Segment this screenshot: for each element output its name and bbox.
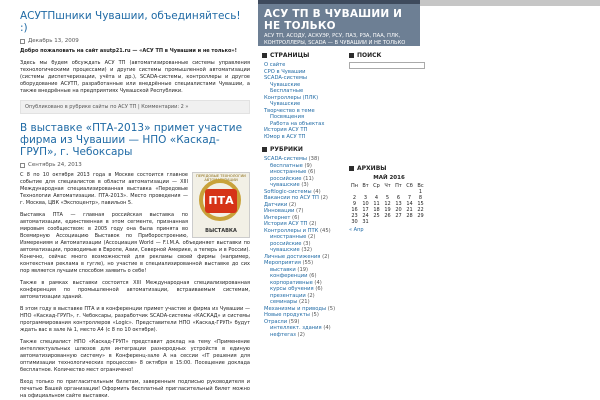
rubric-link[interactable]: российские bbox=[270, 175, 302, 182]
pages-link[interactable]: О сайте bbox=[264, 62, 286, 68]
rubric-count: (5) bbox=[309, 312, 319, 318]
sidebar-left bbox=[262, 52, 346, 338]
rubric-link[interactable]: SCADA-системы bbox=[264, 156, 307, 162]
calendar-day: 5 bbox=[385, 195, 390, 201]
calendar-day: 26 bbox=[384, 213, 391, 219]
pta-logo-image[interactable] bbox=[192, 172, 250, 238]
calendar-day: 25 bbox=[373, 213, 380, 219]
rubric-count: (5) bbox=[326, 305, 336, 312]
post-paragraph: Вход только по пригласительным билетам, заверенным подписью руководителя и печатью Вашей организации! Оформить бесплатный пригласительный билет можно на официальном сайте выставки. bbox=[20, 379, 250, 399]
pages-link[interactable]: Чувашские bbox=[270, 81, 301, 88]
calendar-day: 14 bbox=[406, 201, 413, 207]
pages-list bbox=[262, 62, 346, 140]
rubric-count: (2) bbox=[295, 331, 305, 338]
post-paragraph: В этом году в выставке ПТА и в конференции примет участие и фирма из Чувашии — НПО «Каскад-ГРУП», г. Чебоксары, разработчик SCADA-системы «КАСКАД» и системы программирования контроллеров «Logic». Представители НПО «Каскад-ГРУП» будут ждать вас в зале № 1, место А4 (с 8 по 10 октября). bbox=[20, 306, 250, 333]
rubric-count: (6) bbox=[290, 214, 300, 221]
calendar-day: 19 bbox=[384, 207, 391, 213]
calendar-table bbox=[349, 183, 426, 225]
calendar-day: 10 bbox=[362, 201, 369, 207]
calendar-day: 28 bbox=[406, 213, 413, 219]
calendar-day: 1 bbox=[418, 189, 423, 195]
calendar-day: 13 bbox=[395, 201, 402, 207]
archive-icon bbox=[349, 166, 354, 171]
rubric-count: (11) bbox=[301, 175, 314, 182]
rubric-count: (2) bbox=[318, 195, 328, 201]
calendar-week bbox=[349, 219, 426, 225]
calendar-day: 6 bbox=[396, 195, 401, 201]
search-input[interactable] bbox=[349, 62, 425, 69]
pages-title-text: СТРАНИЦЫ bbox=[270, 52, 310, 59]
pages-link[interactable]: SCADA-системы bbox=[264, 75, 307, 81]
pta-logo-arc-text: ПЕРЕДОВЫЕ ТЕХНОЛОГИИ АВТОМАТИЗАЦИИ bbox=[196, 174, 246, 182]
calendar-weekday: Пн bbox=[350, 183, 359, 189]
calendar-day: 9 bbox=[352, 201, 357, 207]
post-title[interactable] bbox=[20, 122, 250, 158]
rubric-link[interactable]: семинары bbox=[270, 299, 298, 305]
rubric-link[interactable]: конференции bbox=[270, 273, 308, 279]
rubrics-widget-title bbox=[262, 146, 346, 153]
rubric-count: (32) bbox=[299, 247, 312, 253]
calendar-weekday: Ср bbox=[373, 183, 380, 189]
rubric-count: (55) bbox=[300, 260, 314, 266]
rubric-count: (6) bbox=[307, 273, 317, 279]
pages-link[interactable]: Бесплатные bbox=[270, 88, 304, 94]
calendar-day: 30 bbox=[351, 219, 358, 225]
pages-link[interactable]: Контроллеры (ПЛК) bbox=[264, 94, 319, 101]
calendar-weekday: Вс bbox=[417, 183, 424, 189]
rubric-link[interactable]: Личные достижения bbox=[264, 253, 321, 260]
rubric-count: (59) bbox=[287, 318, 300, 325]
welcome-text: Добро пожаловать на сайт asutp21.ru — «АСУ ТП в Чувашии и не только»! bbox=[20, 48, 237, 54]
calendar-month: МАЙ 2016 bbox=[373, 175, 405, 181]
calendar-weekday: Чт bbox=[384, 183, 391, 189]
rubric-count: (4) bbox=[312, 279, 322, 286]
main-content bbox=[0, 0, 258, 400]
rubric-link[interactable]: Отрасли bbox=[264, 318, 288, 325]
calendar-day: 7 bbox=[407, 195, 412, 201]
calendar-day: 16 bbox=[351, 207, 358, 213]
post-title[interactable] bbox=[20, 10, 250, 34]
calendar-day: 29 bbox=[417, 213, 424, 219]
rubric-count: (2) bbox=[306, 234, 316, 240]
post-welcome bbox=[20, 48, 250, 55]
calendar-day: 21 bbox=[406, 207, 413, 213]
calendar-weekday: Вт bbox=[362, 183, 369, 189]
calendar-day: 22 bbox=[417, 207, 424, 213]
archive-widget-title bbox=[349, 165, 429, 172]
calendar-day: 11 bbox=[373, 201, 380, 207]
search-icon bbox=[349, 53, 354, 58]
rubric-link[interactable]: выставки bbox=[270, 266, 296, 273]
calendar-prev-link[interactable]: « Апр bbox=[349, 227, 364, 233]
rubric-link[interactable]: интеллект. здания bbox=[270, 325, 322, 331]
rubric-link[interactable]: Новые продукты bbox=[264, 312, 310, 318]
calendar-day: 23 bbox=[351, 213, 358, 219]
rubric-link[interactable]: иностранные bbox=[270, 234, 307, 240]
post-paragraph: Также специалист НПО «Каскад-ГРУП» представит доклад на тему «Применение интеллектуальных шлюзов для интеграции разнородных устройств в единую автоматизированную систему» в Конференц-зале А на сессии «IT решения для оптимизации технологических процессов» 8 октября в 15:00. Посещение доклада бесплатное. Количество мест ограничено! bbox=[20, 339, 250, 373]
site-title[interactable]: АСУ ТП В ЧУВАШИИ И НЕ ТОЛЬКО bbox=[264, 8, 403, 32]
calendar-day: 12 bbox=[384, 201, 391, 207]
calendar-day: 17 bbox=[362, 207, 369, 213]
rubric-count: (2) bbox=[287, 201, 297, 208]
calendar-icon bbox=[20, 163, 25, 168]
calendar-day: 4 bbox=[374, 195, 379, 201]
calendar-day: 8 bbox=[418, 195, 423, 201]
pages-link[interactable]: Работа на объектах bbox=[270, 120, 325, 127]
post-paragraph: Выставка ПТА — главная российская выставка по автоматизации, единственная в этом сегменте, признанная мировым сообществом: в 2005 году она была принята во Всемирную Ассоциацию Выставок по Приборостроению, Измерениям и Автоматизации (Ассоциация World — F.I.M.A. объединяет выставки по автоматизации, проводимые в Европе, Азии, Северной Америке, а теперь и в России). Конечно, сейчас много возможностей для рекламы своей фирмы (например, контекстная реклама в гугле), но участие в специализированной выставке до сих пор является лучшим способом заявить о себе! bbox=[20, 212, 250, 274]
calendar-day: 24 bbox=[362, 213, 369, 219]
rubric-count: (7) bbox=[294, 208, 304, 214]
rubric-count: (6) bbox=[313, 286, 323, 292]
rubric-count: (3) bbox=[301, 240, 311, 247]
rubric-count: (45) bbox=[318, 227, 331, 234]
rubric-link[interactable]: курсы обучения bbox=[270, 286, 314, 292]
calendar-day bbox=[382, 219, 393, 225]
post-1 bbox=[20, 10, 250, 114]
rubric-link[interactable]: Вакансии по АСУ ТП bbox=[264, 195, 319, 201]
post-title-link[interactable]: АСУТПшники Чувашии, объединяйтесь! :) bbox=[20, 10, 241, 34]
top-bar bbox=[420, 0, 600, 6]
rubric-link[interactable]: чувашские bbox=[270, 182, 300, 188]
rubric-count: (38) bbox=[306, 156, 320, 162]
calendar-day bbox=[404, 219, 415, 225]
pages-link[interactable]: Юмор в АСУ ТП bbox=[264, 133, 306, 140]
rubric-link[interactable]: иностранные bbox=[270, 169, 307, 175]
rubric-link[interactable]: Инновации bbox=[264, 208, 295, 214]
pages-link[interactable]: Творчество в теме bbox=[264, 107, 315, 114]
calendar-day: 3 bbox=[363, 195, 368, 201]
search-widget-title bbox=[349, 52, 429, 59]
post-date bbox=[20, 162, 250, 168]
calendar-weekday: Пт bbox=[395, 183, 402, 189]
post-body: Здесь мы будем обсуждать АСУ ТП (автоматизированные системы управления технологическими процессами) и другие системы промышленной автоматизации (системы диспетчеризации, учёта и др.), SCADA-системы, контроллеры и другое оборудование АСУТП, разработанные или внедрённые специалистами Чувашии, а также внедрённые на предприятиях Чувашской Республики. bbox=[20, 60, 250, 94]
archive-title-text: АРХИВЫ bbox=[357, 165, 387, 172]
rubric-count: (21) bbox=[297, 299, 310, 305]
pta-logo-caption: ВЫСТАВКА bbox=[205, 228, 237, 234]
rubric-count: (4) bbox=[311, 188, 321, 195]
pages-link[interactable]: Посвящения bbox=[270, 114, 305, 120]
site-header bbox=[258, 0, 420, 46]
pages-widget-title bbox=[262, 52, 346, 59]
post-paragraph: С 8 по 10 октября 2013 года в Москве состоится главное событие для специалистов в области автоматизации — XIII Международная специализированная выставка «Передовые Технологии Автоматизации. ПТА-2013». Место проведения — г. Москва, ЦВК «Экспоцентр», павильон 5. bbox=[20, 172, 188, 206]
pages-link[interactable]: История АСУ ТП bbox=[264, 127, 308, 133]
calendar-icon bbox=[20, 39, 25, 44]
rubric-link[interactable]: корпоративные bbox=[270, 279, 313, 286]
rubric-count: (2) bbox=[320, 253, 330, 260]
rubric-link[interactable]: Softlogic-системы bbox=[264, 188, 312, 195]
calendar-day: 20 bbox=[395, 207, 402, 213]
calendar-weekday: Сб bbox=[406, 183, 413, 189]
post-date-text: Сентябрь 24, 2013 bbox=[28, 162, 82, 168]
calendar-day bbox=[415, 219, 426, 225]
rubrics-title-text: РУБРИКИ bbox=[270, 146, 303, 153]
rubric-count: (2) bbox=[305, 292, 315, 299]
pages-link[interactable]: СРО в Чувашии bbox=[264, 68, 306, 75]
post-meta[interactable]: Опубликовано в рубрике сайты по АСУ ТП | Комментарии: 2 » bbox=[20, 100, 250, 114]
calendar-day: 15 bbox=[417, 201, 424, 207]
rubric-link[interactable]: Контроллеры и ПТК bbox=[264, 227, 319, 234]
pta-logo-text: ПТА bbox=[205, 189, 237, 213]
rubric-list-item[interactable] bbox=[262, 332, 346, 339]
post-date bbox=[20, 38, 250, 44]
rubric-link[interactable]: презентации bbox=[270, 292, 306, 299]
rubrics-icon bbox=[262, 147, 267, 152]
post-date-text: Декабрь 13, 2009 bbox=[28, 38, 79, 44]
calendar-day: 2 bbox=[352, 195, 357, 201]
rubric-count: (19) bbox=[295, 266, 309, 273]
calendar-day: 27 bbox=[395, 213, 402, 219]
site-description: АСУ ТП, АСОДУ, АСКУЭР, РСУ, ПАЗ, РЗА, ПАА, ПЛК, КОНТРОЛЛЕРЫ, SCADA — В ЧУВАШИИ И НЕ ТОЛЬКО bbox=[264, 33, 406, 46]
post-paragraph: Также в рамках выставки состоится XIII Международная специализированная конференция по промышленной автоматизации, встраиваемым системам, автоматизации зданий. bbox=[20, 280, 250, 300]
rubric-link[interactable]: чувашские bbox=[270, 247, 300, 253]
rubric-link[interactable]: Мероприятия bbox=[264, 260, 301, 266]
rubric-link[interactable]: российские bbox=[270, 240, 302, 247]
search-title-text: ПОИСК bbox=[357, 52, 382, 59]
post-2 bbox=[20, 122, 250, 400]
rubric-count: (3) bbox=[299, 182, 309, 188]
sidebar-right bbox=[349, 52, 429, 233]
rubric-link[interactable]: История АСУ ТП bbox=[264, 221, 308, 227]
pages-icon bbox=[262, 53, 267, 58]
calendar-day: 18 bbox=[373, 207, 380, 213]
rubric-count: (9) bbox=[302, 162, 312, 169]
rubric-count: (4) bbox=[321, 325, 331, 331]
rubrics-list bbox=[262, 156, 346, 338]
rubric-link[interactable]: Датчики bbox=[264, 201, 288, 208]
post-title-link[interactable]: В выставке «ПТА-2013» примет участие фирма из Чувашии — НПО «Каскад-ГРУП», г. Чебоксары bbox=[20, 122, 243, 158]
rubric-link[interactable]: бесплатные bbox=[270, 162, 303, 169]
calendar-day: 31 bbox=[362, 219, 369, 225]
calendar-day bbox=[393, 219, 404, 225]
rubric-count: (2) bbox=[307, 221, 317, 227]
rubric-link[interactable]: нефтегаз bbox=[270, 331, 296, 338]
rubric-link[interactable]: Механизмы и приводы bbox=[264, 305, 327, 312]
rubric-count: (6) bbox=[306, 169, 316, 175]
calendar-day bbox=[371, 219, 382, 225]
pages-link[interactable]: Чувашские bbox=[270, 101, 301, 107]
rubric-link[interactable]: Интернет bbox=[264, 214, 291, 221]
